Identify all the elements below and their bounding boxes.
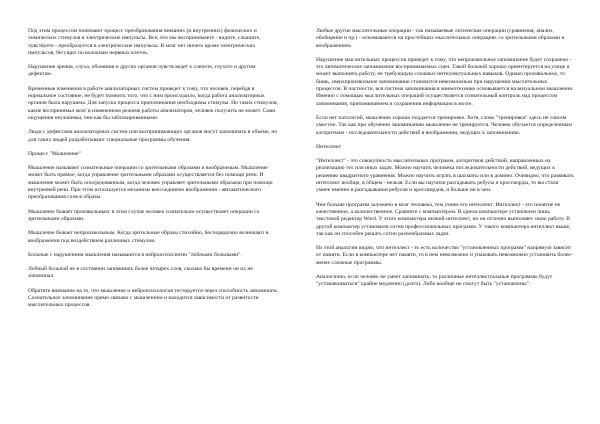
paragraph: "Интеллект" - это совокупность мыслительных программ, алгоритмов действий, направленных на реализацию тех или иных задач. Можно научить человека последовательности действий, ведущих к решению квадратного уравнения. Можно научить играть в шахматы или в домино. Очевидно, что развивать интеллект вообще, в общем - нельзя. Если вы научили разгадывать ребусы и кроссворды, то вы стали умнее именно в разгадывании ребусов и кроссвордов, и больше ни в чем.	[316, 158, 574, 194]
paragraph: Обратите внимание на то, что мышление и нейропсихология тестируется через способность запоминать. Сознательное запоминание прямо связано с мышлением и находится зависимости от развитости мыслительных процессов.	[28, 287, 279, 309]
paragraph: Чем больше программ заложено в мозг человека, тем умнее его интеллект. Интеллект - это понятие не качественное, а количественное. Сравните с компьютером. В одном компьютере установлен лишь текстовой редактор Word. У этого компьютера низкий интеллект, но он отлично выполняет свою работу. В другой компьютер установили сотни профессиональных программ. У такого компьютера интеллект выше, так как он способен решать сотни разнообразных задач.	[316, 201, 571, 237]
paragraph: Из этой аналогии видно, что интеллект - то есть количество "установленных программ" напрямую зависит от памяти. Если в компьютере нет памяти, то в нем невозможно и упаковать невозможно установить более-менее сложные программы.	[316, 245, 573, 266]
section-heading-thinking: Процесс "Мышление"	[28, 150, 81, 157]
paragraph: Мышление бывает непроизвольным. Когда зрительные образы стихийно, беспорядочно возникают в воображении под воздействием различных стимулов.	[28, 230, 269, 244]
section-heading-intellect: Интеллект	[316, 143, 342, 150]
paragraph: Нарушение мыслительных процессов приведет к тому, что непроизвольное запоминание будет сохранено - это автоматическое запоминание воспринимаемых сцен. Такой больной хорошо ориентируется на улице и может выполнять работу, не требующую сложных интеллектуальных навыков. Однако произвольное, то бишь, сверхпроизвольное запоминание становится невозможным при нарушении мыслительных процессов. В частности, вся система запоминания в мнемотехнике основывается на визуальном мышлении. Именно с помощью мыслительных операций осуществляется сознательный контроль над процессом запоминания, припоминанием и сохранения информации в мозге.	[316, 56, 574, 107]
paragraph: Больные с нарушением мышления называются в нейропсихологии "лобными больными".	[28, 251, 242, 258]
paragraph: Лобный больной не в состоянии запоминать более четырех слов, сколько бы времени он их не запоминал.	[28, 266, 253, 280]
paragraph: Аналогично, если человек не умеет запоминать, то различные интеллектуальные программы будут "устанавливаться" крайне медленно (долго). Либо вообще не смогут быть "установлены".	[316, 274, 553, 288]
paragraph: Любые другие мыслительные операции - так называемые логические операции (сравнения, анализ, обобщение и пр.) - основываются на простейших мыслительных операциях со зрительными образами и воображением.	[316, 28, 565, 49]
paragraph: Люди с дефектами анализаторных систем или воспринимающих органов могут запоминать в объеме, но для таких людей разработывают специальные программы обучения.	[28, 129, 278, 143]
paragraph: Под этим процессом понимают процесс преобразования внешних (и внутренних) физических и химических стимулов в электрические импульсы. Все, что мы воспринимаете - видите, слышите, чувствуете - преобразуется в электрические импульсы. В мозг нет ничего кроме электрических импульсов, бегущих по волокнам нервных клеток.	[28, 28, 261, 56]
paragraph: Если нет патологий, мышление хорошо поддается тренировке. Хотя, слово "тренировка" здесь не совсем уместно. Так как при обучении запоминанию мышление не тренируется. Человек обучается определенным алгоритмам - последовательности действий в воображении, ведущих к запоминанию.	[316, 114, 572, 136]
left-text-column	[28, 28, 280, 317]
paragraph: Нарушение зрения, слуха, обоняния и других органов чувств ведет к слепоте, глухоте и другим дефектам.	[28, 64, 256, 78]
right-text-column	[316, 28, 574, 296]
paragraph: Временные изменения в работе анализаторных систем приведет к тому, что человек, перейдя в нормальное состояние, не будет помнить того, что с ним происходило, когда работа анализаторных органов была нарушена. Для запуска процесса припоминания необходимы стимулы. Но таких стимулов, какие воспринимал мозг в измененном режиме работы анализаторов, человек получить не может. Сами ощущения неуловимы, они как бы заблокированными.	[28, 85, 278, 121]
paragraph: Мышление бывает произвольным: в этом случае человек сознательно осуществляет операции со зрительными образами.	[28, 208, 260, 222]
paragraph: Мышление называют сознательные операции со зрительными образами и вообразимым. Мышление может быть прямое, когда управление зрительными образами осуществляется без помощи речи. И мышление может быть опосредованным, когда человек управляет зрительными образами при помощи внутренней речи. При этом используется механизм воссоединено воображения - автоматического преобразования слов в образы.	[28, 165, 273, 201]
